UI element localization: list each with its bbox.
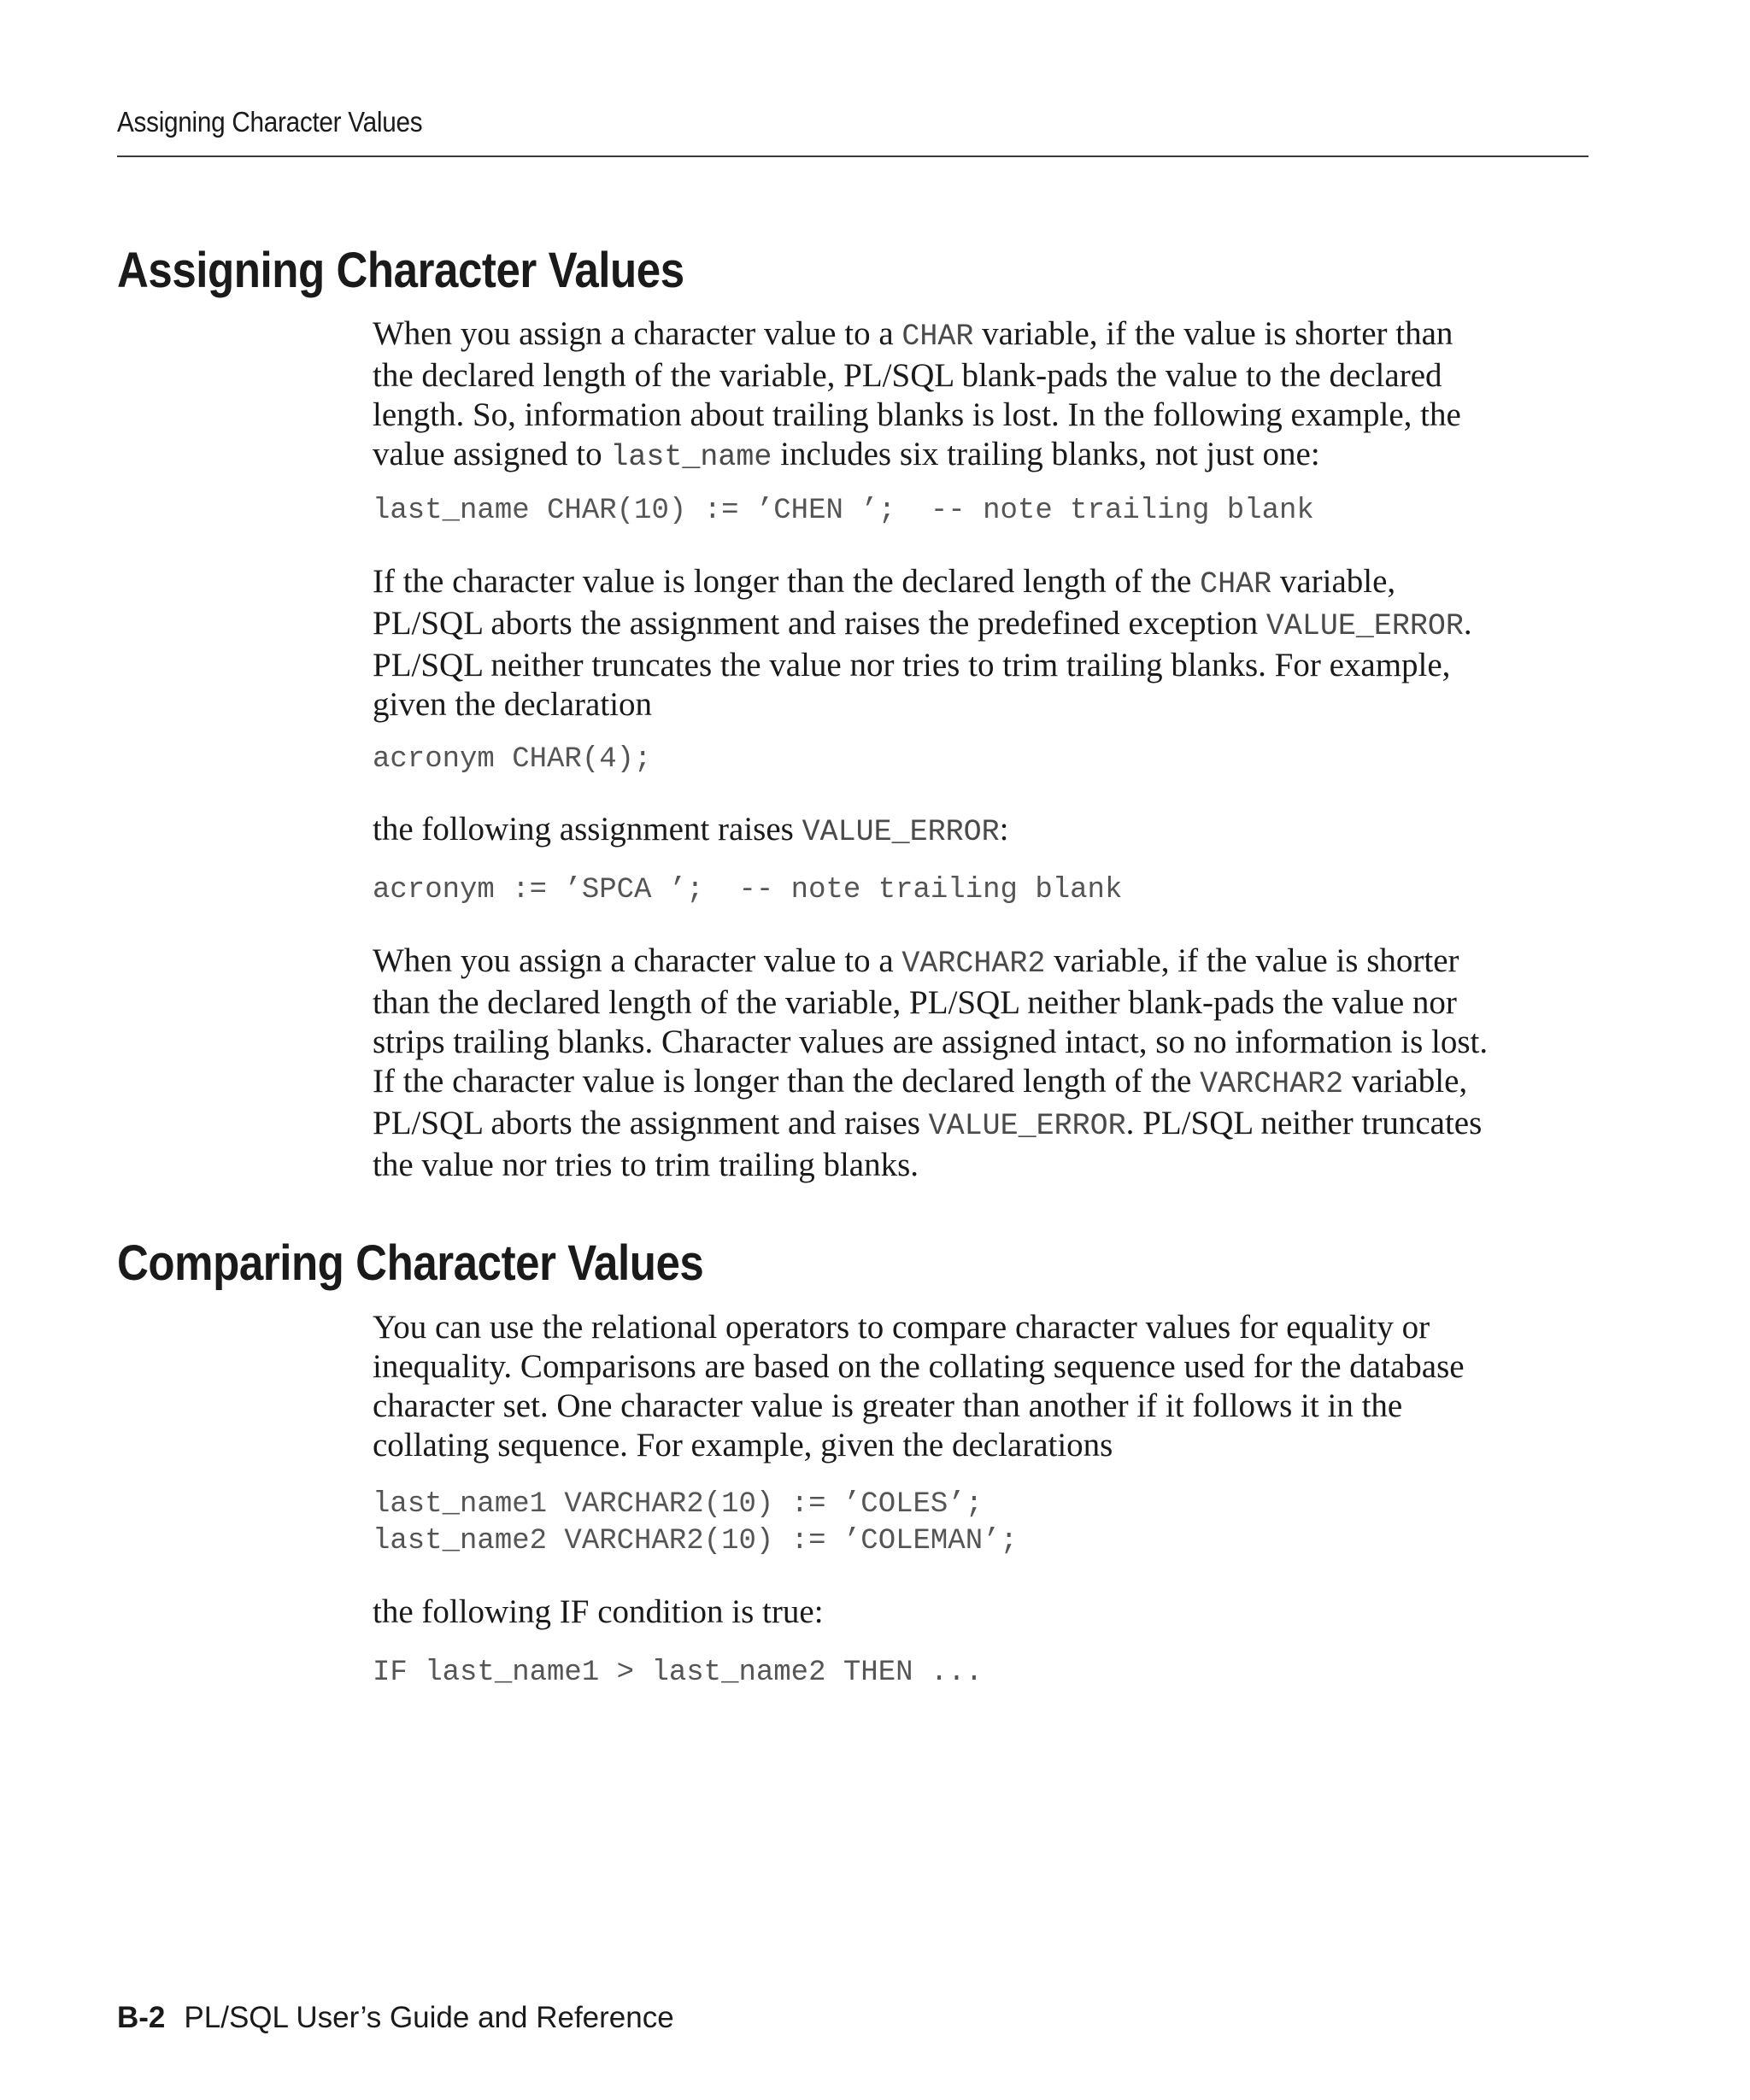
inline-code: VALUE_ERROR [928,1109,1126,1143]
text-span: . [1463,605,1472,642]
paragraph [373,1593,1603,1632]
paragraph [373,562,1603,724]
section-assigning-body-3 [373,810,1603,852]
code-block: acronym CHAR(4); [373,743,652,776]
text-span: : [999,811,1009,848]
code-block: last_name CHAR(10) := ’CHEN ’; -- note trailing blank [373,495,1314,527]
text-line: strips trailing blanks. Character values are assigned intact, so no information is lost. [373,1024,1489,1060]
text-line: the value nor tries to trim trailing blanks. [373,1147,919,1183]
text-span: When you assign a character value to a [373,315,902,352]
text-line: You can use the relational operators to compare character values for equality or [373,1309,1430,1346]
section-heading-assigning: Assigning Character Values [117,243,684,298]
text-span: value assigned to [373,436,611,472]
text-span: PL/SQL aborts the assignment and raises the predefined exception [373,605,1266,642]
inline-code: VARCHAR2 [901,947,1046,981]
paragraph [373,314,1603,477]
text-span: If the character value is longer than the declared length of the [373,563,1201,600]
text-span: variable, if the value is shorter than [973,315,1453,352]
inline-code: VALUE_ERROR [1266,609,1464,643]
text-line [373,562,1603,604]
text-line [373,314,1603,356]
page-footer [117,2001,674,2035]
text-span: . PL/SQL neither truncates [1125,1105,1483,1141]
section-heading-comparing: Comparing Character Values [117,1235,704,1291]
text-line: length. So, information about trailing blanks is lost. In the following example, the [373,396,1461,433]
text-line [373,1062,1603,1104]
section-comparing-body [373,1308,1603,1465]
inline-code: VALUE_ERROR [802,815,1000,849]
paragraph [373,1308,1603,1465]
text-span: the following assignment raises [373,811,802,848]
text-line: the following IF condition is true: [373,1593,824,1630]
text-line: character set. One character value is greater than another if it follows it in the [373,1387,1403,1424]
inline-code: VARCHAR2 [1200,1067,1344,1101]
text-span: includes six trailing blanks, not just one: [772,436,1320,472]
text-span: variable, if the value is shorter [1045,942,1459,979]
text-span: If the character value is longer than the declared length of the [373,1063,1201,1100]
text-line [373,810,1603,852]
inline-code: last_name [610,440,772,474]
text-span: PL/SQL aborts the assignment and raises [373,1105,929,1141]
section-assigning-body-2 [373,562,1603,724]
text-line [373,604,1603,646]
page-number: B-2 [117,2001,166,2034]
text-line [373,941,1603,983]
code-block: acronym := ’SPCA ’; -- note trailing blank [373,874,1123,906]
paragraph [373,810,1603,852]
book-title: PL/SQL User’s Guide and Reference [184,2001,674,2034]
text-line: PL/SQL neither truncates the value nor tries to trim trailing blanks. For example, [373,647,1451,683]
text-span: When you assign a character value to a [373,942,902,979]
text-line: collating sequence. For example, given the declarations [373,1427,1113,1464]
text-span: variable, [1271,563,1396,600]
text-line: the declared length of the variable, PL/SQL blank-pads the value to the declared [373,357,1442,394]
section-assigning-body-4 [373,941,1603,1185]
header-rule [117,155,1589,157]
paragraph [373,941,1603,1185]
text-line: given the declaration [373,686,653,723]
text-span: variable, [1343,1063,1468,1100]
running-header: Assigning Character Values [117,106,423,138]
section-comparing-body-2 [373,1593,1603,1632]
text-line [373,1104,1603,1146]
inline-code: CHAR [901,320,974,354]
code-block: last_name1 VARCHAR2(10) := ’COLES’; last_name2 VARCHAR2(10) := ’COLEMAN’; [373,1488,1018,1557]
text-line: than the declared length of the variable, PL/SQL neither blank-pads the value nor [373,984,1457,1021]
code-block: IF last_name1 > last_name2 THEN ... [373,1657,984,1689]
text-line [373,435,1603,477]
inline-code: CHAR [1200,567,1272,601]
text-line: inequality. Comparisons are based on the collating sequence used for the database [373,1348,1465,1385]
section-assigning-body [373,314,1603,477]
